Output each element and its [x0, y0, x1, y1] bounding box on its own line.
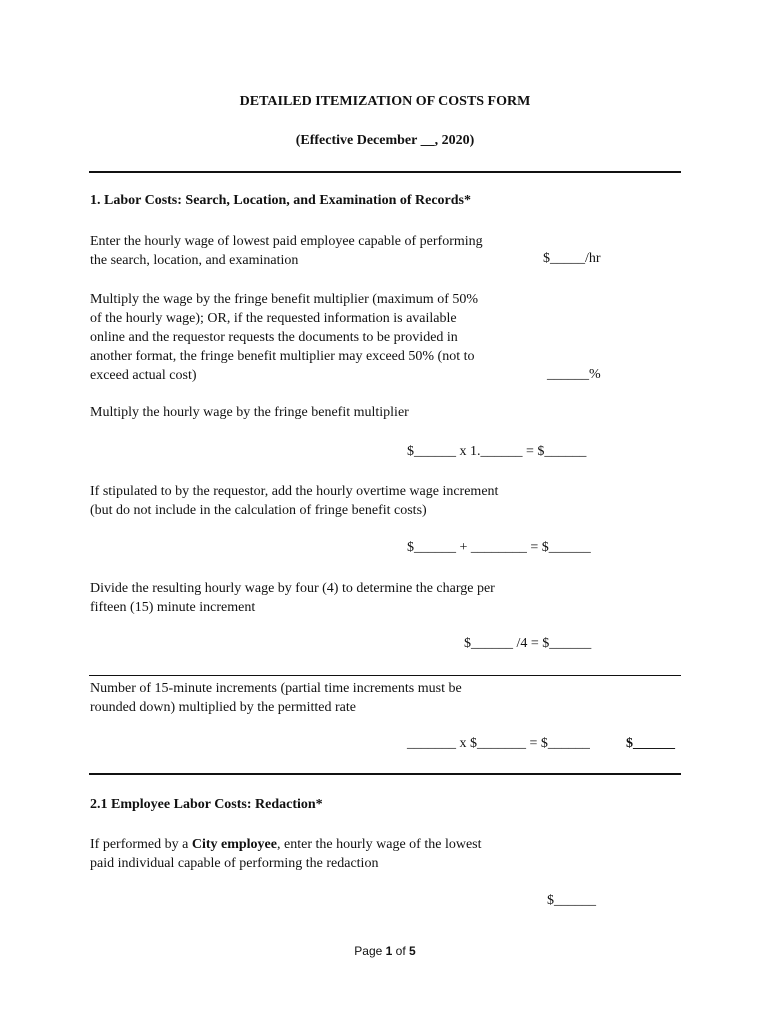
text-line: online and the requestor requests the documents to be provided in — [90, 330, 458, 345]
text-line: exceed actual cost) — [90, 368, 197, 383]
page-total: 5 — [409, 944, 416, 958]
section-1-paragraph-6 — [90, 679, 462, 717]
increment-formula-field[interactable]: $______ /4 = $______ — [464, 636, 592, 651]
text-line — [90, 835, 482, 854]
text-segment: If performed by a — [90, 837, 192, 852]
section-2-paragraph-1 — [90, 835, 482, 873]
divider-section-2 — [89, 773, 681, 775]
section-1-paragraph-4 — [90, 482, 498, 520]
text-segment: , enter the hourly wage of the lowest — [277, 837, 482, 852]
effective-date: (Effective December __, 2020) — [295, 133, 475, 148]
redaction-wage-field[interactable]: $______ — [547, 893, 596, 908]
text-line: rounded down) multiplied by the permitted rate — [90, 700, 356, 715]
increments-formula-field[interactable]: _______ x $_______ = $______ — [407, 736, 590, 751]
section-1-paragraph-2 — [90, 290, 478, 385]
page-word: Page — [354, 944, 383, 958]
text-line: Number of 15-minute increments (partial time increments must be — [90, 681, 462, 696]
text-line: Divide the resulting hourly wage by four (4) to determine the charge per — [90, 581, 495, 596]
section-1-paragraph-3: Multiply the hourly wage by the fringe benefit multiplier — [90, 405, 409, 420]
fringe-multiplier-field[interactable]: ______% — [547, 367, 601, 382]
divider-top — [89, 171, 681, 173]
text-line: fifteen (15) minute increment — [90, 600, 256, 615]
text-line: another format, the fringe benefit multiplier may exceed 50% (not to — [90, 349, 475, 364]
text-line: the search, location, and examination — [90, 253, 299, 268]
section-1-paragraph-5 — [90, 579, 495, 617]
section-1-total-field[interactable]: $______ — [626, 736, 675, 751]
city-employee-emphasis: City employee — [191, 837, 277, 852]
text-line: Multiply the wage by the fringe benefit multiplier (maximum of 50% — [90, 292, 479, 307]
overtime-formula-field[interactable]: $______ + ________ = $______ — [407, 540, 591, 555]
text-line: If stipulated to by the requestor, add the hourly overtime wage increment — [90, 484, 499, 499]
fringe-formula-field[interactable]: $______ x 1.______ = $______ — [407, 444, 587, 459]
of-word: of — [395, 944, 406, 958]
section-1-paragraph-1 — [90, 232, 483, 270]
page-indicator — [0, 944, 770, 958]
text-line: (but do not include in the calculation of fringe benefit costs) — [90, 503, 427, 518]
text-line: paid individual capable of performing the redaction — [90, 856, 379, 871]
hourly-wage-field[interactable]: $_____/hr — [543, 251, 601, 266]
page-number: 1 — [385, 944, 393, 958]
form-title: DETAILED ITEMIZATION OF COSTS FORM — [239, 94, 531, 109]
section-1-heading: 1. Labor Costs: Search, Location, and Examination of Records* — [90, 193, 472, 208]
divider-increments — [89, 675, 681, 676]
section-2-heading: 2.1 Employee Labor Costs: Redaction* — [90, 797, 323, 812]
text-line: Enter the hourly wage of lowest paid employee capable of performing — [90, 234, 483, 249]
text-line: of the hourly wage); OR, if the requested information is available — [90, 311, 457, 326]
